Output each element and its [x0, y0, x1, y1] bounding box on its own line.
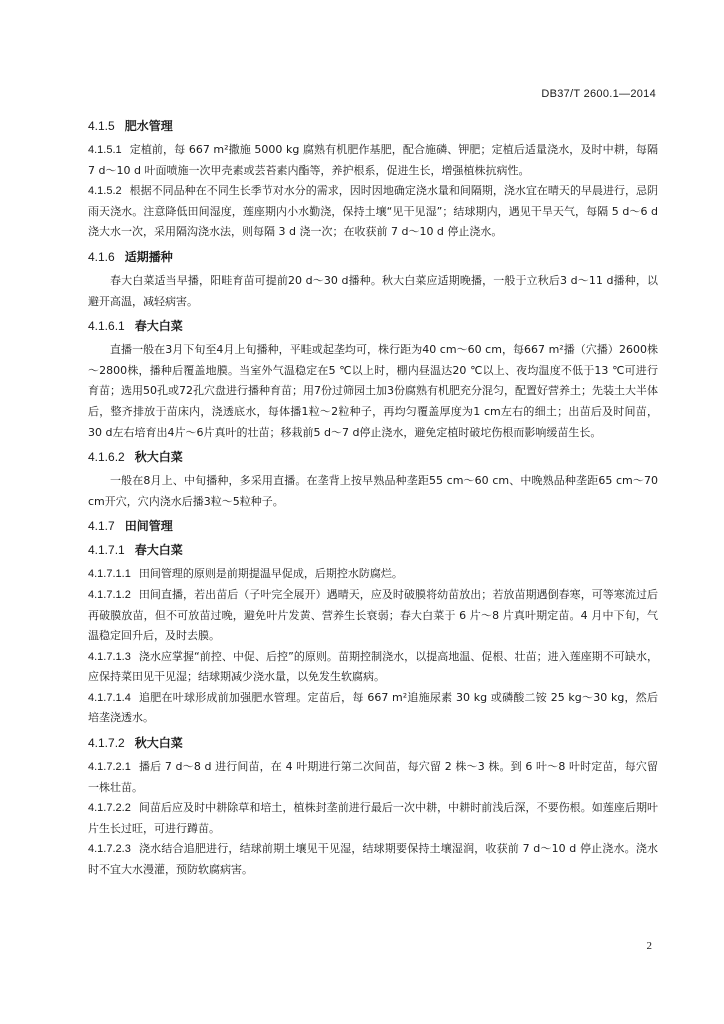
section-number: 4.1.7: [88, 519, 115, 534]
clause-text: 浇水应掌握“前控、中促、后控”的原则。苗期控制浇水，以提高地温、促根、壮苗；进入莲座期不可缺水，应保持菜田见干见湿；结球期减少浇水量，以免发生软腐病。: [88, 649, 658, 684]
clause: [88, 181, 658, 243]
section-number: 4.1.7.1: [88, 543, 125, 558]
clause-text: 根据不同品种在不同生长季节对水分的需求，因时因地确定浇水量和间隔期，浇水宜在晴天的早晨进行，忌阴雨天浇水。注意降低田间湿度，莲座期内小水勤浇，保持土壤“见干见湿”；结球期内，遇见干旱天气，每隔 5 d～6 d 浇大水一次，采用隔沟浇水法，则每隔 3 d 浇一次；在收获前 7 d～10 d 停止浇水。: [88, 184, 658, 239]
clause-text: 间苗后应及时中耕除草和培土，植株封垄前进行最后一次中耕，中耕时前浅后深，不要伤根。如莲座后期叶片生长过旺，可进行蹲苗。: [88, 801, 658, 835]
document-code: DB37/T 2600.1—2014: [541, 88, 656, 100]
section-number: 4.1.5: [88, 119, 115, 133]
clause: [88, 757, 658, 798]
section-heading: [88, 116, 658, 136]
body-paragraph: 春大白菜适当早播，阳畦育苗可提前20 d～30 d播种。秋大白菜应适期晚播，一般于立秋后3 d～11 d播种，以避开高温，减轻病害。: [88, 273, 658, 308]
section-title: 秋大白菜: [134, 736, 183, 751]
section-title: 肥水管理: [124, 119, 173, 133]
clause-text: 追肥在叶球形成前加强肥水管理。定苗后，每 667 m²追施尿素 30 kg 或磷酸二铵 25 kg～30 kg，然后培垄浇透水。: [88, 690, 658, 725]
clause-number: 4.1.7.2.1: [88, 761, 131, 774]
section-title: 春大白菜: [134, 319, 183, 334]
clause-number: 4.1.7.2.2: [88, 802, 131, 815]
clause-number: 4.1.7.1.3: [88, 650, 131, 663]
section-number: 4.1.7.2: [88, 736, 125, 751]
clause-text: 田间管理的原则是前期提温早促成，后期控水防腐烂。: [138, 567, 403, 581]
body-paragraph: 一般在8月上、中旬播种，多采用直播。在垄背上按早熟品种垄距55 cm～60 cm、中晚熟品种垄距65 cm～70 cm开穴，穴内浇水后播3粒～5粒种子。: [88, 474, 658, 508]
section-heading: [88, 516, 658, 536]
section-heading: [88, 540, 658, 560]
section-heading: [88, 316, 658, 336]
clause-number: 4.1.7.1.4: [88, 691, 131, 704]
clause: [88, 564, 658, 585]
clause-number: 4.1.7.2.3: [88, 843, 131, 856]
section-title: 春大白菜: [134, 543, 183, 558]
section-title: 田间管理: [124, 519, 173, 534]
clause-text: 定植前，每 667 m²撒施 5000 kg 腐熟有机肥作基肥，配合施磷、钾肥；定植后适量浇水，及时中耕，每隔 7 d～10 d 叶面喷施一次甲壳素或芸苔素内酯等，养护根系，促进生长，增强植株抗病性。: [88, 143, 658, 177]
clause-number: 4.1.7.1.2: [88, 588, 131, 601]
clause: [88, 798, 658, 839]
page-number: 2: [646, 940, 652, 952]
section-heading: [88, 447, 658, 467]
clause: [88, 839, 658, 880]
section-number: 4.1.6: [88, 249, 115, 264]
clause: [88, 585, 658, 647]
section-heading: [88, 733, 658, 753]
clause-number: 4.1.5.2: [88, 185, 122, 198]
clause-number: 4.1.5.1: [88, 144, 122, 156]
clause-text: 浇水结合追肥进行，结球前期土壤见干见湿，结球期要保持土壤湿润，收获前 7 d～10 d 停止浇水。浇水时不宜大水漫灌，预防软腐病害。: [88, 842, 658, 877]
clause-number: 4.1.7.1.1: [88, 568, 131, 581]
clause-text: 田间直播，若出苗后（子叶完全展开）遇晴天，应及时破膜将幼苗放出；若放苗期遇倒春寒，可等寒流过后再破膜放苗，但不可放苗过晚，避免叶片发黄、营养生长衰弱；春大白菜于 6 片～8 片真叶期定苗。4 月中下旬，气温稳定回升后，及时去膜。: [88, 587, 658, 643]
section-title: 秋大白菜: [134, 450, 183, 465]
clause: [88, 140, 658, 181]
document-body: [88, 112, 658, 881]
section-number: 4.1.6.2: [88, 450, 125, 465]
body-paragraph: 直播一般在3月下旬至4月上旬播种，平畦或起垄均可，株行距为40 cm～60 cm，每667 m²播（穴播）2600株～2800株，播种后覆盖地膜。当室外气温稳定在5 ℃以上时，棚内昼温达20 ℃以上、夜均温度不低于13 ℃可进行育苗；选用50孔或72孔穴盘进行播种育苗；用7份过筛园土加3份腐熟有机肥充分混匀，配置好营养土；先装土大半体后，整齐排放于苗床内，浇透底水，每体播1粒～2粒种子，再均匀覆盖厚度为1 cm左右的细土；出苗后及时间苗，30 d左右培育出4片～6片真叶的壮苗；移栽前5 d～7 d停止浇水，避免定植时破坨伤根而影响缓苗生长。: [88, 343, 658, 439]
clause-text: 播后 7 d～8 d 进行间苗，在 4 叶期进行第二次间苗，每穴留 2 株～3 株。到 6 叶～8 叶时定苗，每穴留一株壮苗。: [88, 760, 658, 794]
clause: [88, 688, 658, 729]
section-title: 适期播种: [124, 249, 173, 264]
section-heading: [88, 247, 658, 267]
clause: [88, 647, 658, 688]
section-number: 4.1.6.1: [88, 319, 125, 334]
